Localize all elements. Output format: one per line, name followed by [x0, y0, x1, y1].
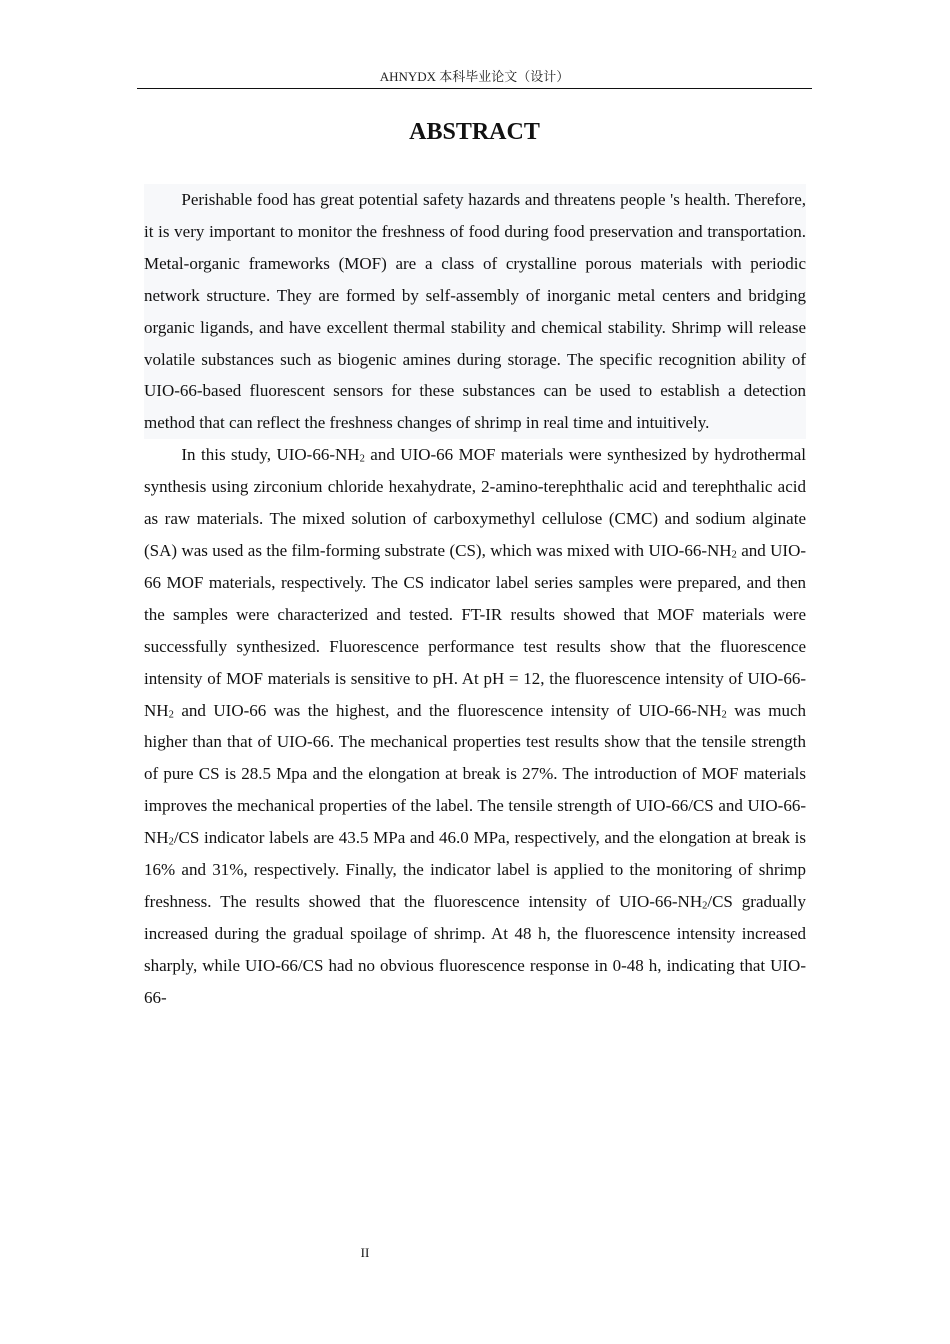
subscript: 2	[721, 709, 727, 721]
abstract-paragraph-2: In this study, UIO-$66-NH_2$ and UIO-66 MOF materials were synthesized by hydrothermal synthesis using zirconium chloride hexahydrate, 2-amino-terephthalic acid and terephthalic acid as raw materials. The mixed solution of carboxymethyl cellulose (CMC) and sodium alginate (SA) was used as the film-forming substrate (CS), which was mixed with UIO-$66-NH_2$ and UIO-66 MOF materials, respectively. The CS indicator label series samples were prepared, and then the samples were characterized and tested. FT-IR results showed that MOF materials were successfully synthesized. Fluorescence performance test results show that the fluorescence intensity of MOF materials is sensitive to pH. At pH = 12, the fluorescence intensity of UIO-$66-NH_2$ and UIO-66 was the highest, and the fluorescence intensity of UIO-$66-NH_2$ was much higher than that of UIO-66. The mechanical properties test results show that the tensile strength of pure CS is 28.5 Mpa and the elongation at break is 27%. The introduction of MOF materials improves the mechanical properties of the label. The tensile strength of UIO-66/CS and UIO-$66-NH_2/CS$ indicator labels are 43.5 MPa and 46.0 MPa, respectively, and the elongation at break is 16% and 31%, respectively. Finally, the indicator label is applied to the monitoring of shrimp freshness. The results showed that the fluorescence intensity of UIO-$66-NH_2/CS$ gradually increased during the gradual spoilage of shrimp. At 48 h, the fluorescence intensity increased sharply, while UIO-66/CS had no obvious fluorescence response in 0-48 h, indicating that UIO-66-	[144, 445, 807, 1007]
subscript: 2	[168, 836, 174, 848]
page-number: II	[360, 1245, 370, 1260]
running-header: AHNYDX 本科毕业论文（设计）	[379, 69, 570, 84]
header-rule	[137, 88, 812, 89]
abstract-title: ABSTRACT	[409, 119, 540, 145]
subscript: 2	[702, 900, 708, 912]
subscript: 2	[359, 453, 365, 465]
abstract-paragraph-1: Perishable food has great potential safety hazards and threatens people 's health. Therefore, it is very important to monitor the freshness of food during food preservation and transportation. Metal-organic frameworks (MOF) are a class of crystalline porous materials with periodic network structure. They are formed by self-assembly of inorganic metal centers and bridging organic ligands, and have excellent thermal stability and chemical stability. Shrimp will release volatile substances such as biogenic amines during storage. The specific recognition ability of UIO-66-based fluorescent sensors for these substances can be used to establish a detection method that can reflect the freshness changes of shrimp in real time and intuitively.	[144, 184, 806, 439]
abstract-body	[144, 184, 806, 1014]
subscript: 2	[731, 549, 737, 561]
subscript: 2	[168, 709, 174, 721]
